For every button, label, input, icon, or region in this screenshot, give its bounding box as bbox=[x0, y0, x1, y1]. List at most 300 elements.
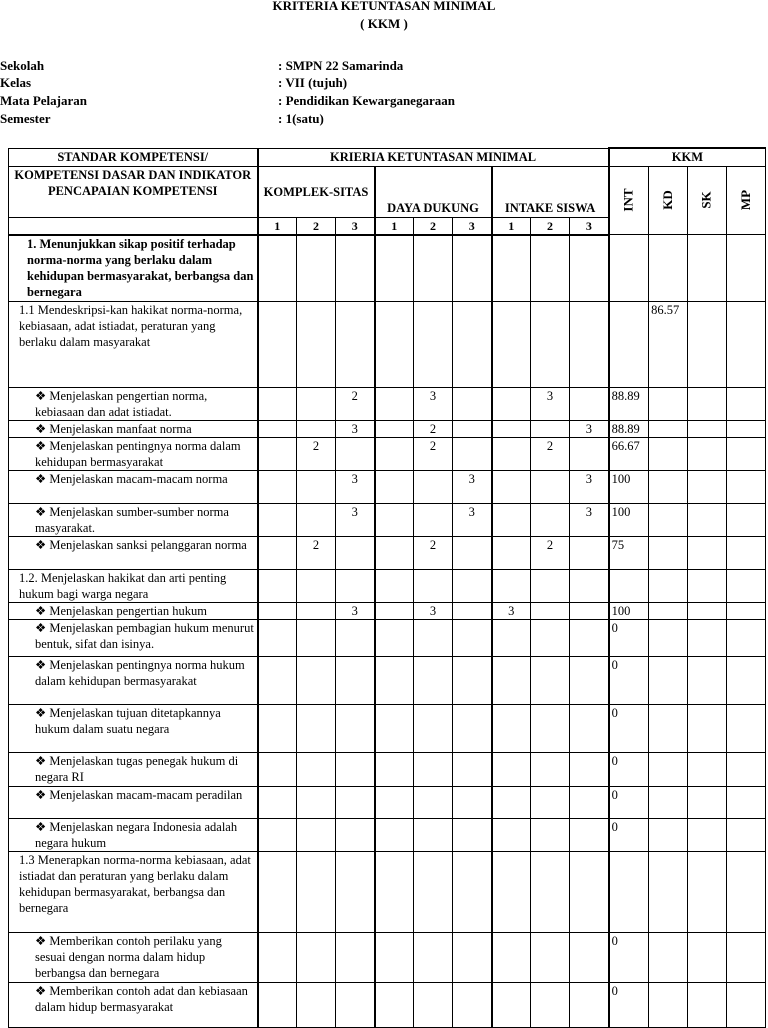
score-cell bbox=[492, 421, 531, 438]
indicator-text: ❖ Menjelaskan macam-macam peradilan bbox=[9, 787, 258, 819]
score-col-number: 2 bbox=[414, 217, 453, 235]
mp-value bbox=[727, 852, 766, 933]
score-cell bbox=[570, 657, 609, 705]
score-cell bbox=[375, 620, 414, 657]
score-cell bbox=[297, 819, 336, 852]
score-cell bbox=[258, 705, 297, 753]
score-cell: 3 bbox=[570, 471, 609, 504]
score-cell bbox=[258, 852, 297, 933]
int-value: 0 bbox=[609, 819, 649, 852]
score-cell bbox=[297, 504, 336, 537]
int-value: 0 bbox=[609, 705, 649, 753]
score-cell bbox=[414, 983, 453, 1028]
score-col-number: 2 bbox=[531, 217, 570, 235]
score-cell bbox=[492, 388, 531, 421]
score-cell bbox=[453, 787, 492, 819]
score-cell bbox=[453, 852, 492, 933]
score-cell bbox=[297, 705, 336, 753]
mp-value bbox=[727, 819, 766, 852]
score-cell bbox=[297, 983, 336, 1028]
score-cell bbox=[531, 933, 570, 983]
score-cell bbox=[531, 657, 570, 705]
score-cell bbox=[414, 933, 453, 983]
table-row bbox=[9, 753, 766, 787]
score-cell bbox=[453, 983, 492, 1028]
kd-value bbox=[649, 819, 688, 852]
score-cell: 2 bbox=[414, 421, 453, 438]
score-cell bbox=[258, 471, 297, 504]
header-daya-dukung: DAYA DUKUNG bbox=[375, 166, 492, 217]
score-cell bbox=[570, 537, 609, 570]
int-value: 75 bbox=[609, 537, 649, 570]
info-value-sekolah: : SMPN 22 Samarinda bbox=[278, 58, 404, 73]
score-cell bbox=[492, 705, 531, 753]
score-cell bbox=[336, 657, 375, 705]
score-cell: 3 bbox=[570, 504, 609, 537]
score-cell bbox=[258, 753, 297, 787]
score-cell bbox=[375, 983, 414, 1028]
indicator-text: ❖ Menjelaskan tugas penegak hukum di negara RI bbox=[9, 753, 258, 787]
score-cell bbox=[570, 787, 609, 819]
score-cell bbox=[258, 302, 297, 388]
score-cell bbox=[531, 620, 570, 657]
sk-value bbox=[688, 620, 727, 657]
score-cell bbox=[336, 620, 375, 657]
score-cell bbox=[258, 438, 297, 471]
sk-value bbox=[688, 421, 727, 438]
score-cell: 3 bbox=[531, 388, 570, 421]
score-cell bbox=[297, 620, 336, 657]
sk-value bbox=[688, 787, 727, 819]
score-cell bbox=[375, 438, 414, 471]
kd-value bbox=[649, 787, 688, 819]
info-label-mapel: Mata Pelajaran bbox=[0, 93, 88, 108]
kd-value bbox=[649, 537, 688, 570]
score-cell bbox=[336, 753, 375, 787]
score-col-number: 1 bbox=[492, 217, 531, 235]
score-cell bbox=[336, 787, 375, 819]
score-cell: 3 bbox=[336, 421, 375, 438]
score-cell: 3 bbox=[414, 603, 453, 620]
score-cell bbox=[414, 657, 453, 705]
competency-text: 1.2. Menjelaskan hakikat dan arti penting hukum bagi warga negara bbox=[9, 570, 258, 603]
score-cell bbox=[492, 983, 531, 1028]
score-cell: 3 bbox=[336, 471, 375, 504]
score-cell bbox=[297, 471, 336, 504]
kd-value bbox=[649, 657, 688, 705]
score-cell bbox=[531, 302, 570, 388]
table-row bbox=[9, 933, 766, 983]
score-col-number: 2 bbox=[297, 217, 336, 235]
int-value bbox=[609, 570, 649, 603]
int-value: 0 bbox=[609, 983, 649, 1028]
int-value: 0 bbox=[609, 933, 649, 983]
document-title: KRITERIA KETUNTASAN MINIMAL bbox=[272, 0, 496, 13]
header-sk-line1: STANDAR KOMPETENSI/ bbox=[9, 148, 258, 166]
score-col-number: 3 bbox=[570, 217, 609, 235]
int-value: 0 bbox=[609, 787, 649, 819]
mp-value bbox=[727, 933, 766, 983]
score-cell bbox=[570, 302, 609, 388]
score-cell bbox=[570, 570, 609, 603]
sk-value bbox=[688, 603, 727, 620]
score-cell bbox=[258, 933, 297, 983]
score-cell bbox=[531, 570, 570, 603]
score-cell bbox=[570, 388, 609, 421]
score-cell bbox=[453, 603, 492, 620]
score-cell bbox=[258, 570, 297, 603]
score-cell bbox=[453, 537, 492, 570]
score-cell: 2 bbox=[414, 438, 453, 471]
int-value bbox=[609, 302, 649, 388]
competency-text: 1. Menunjukkan sikap positif terhadap norma-norma yang berlaku dalam kehidupan bermasyarakat, berbangsa dan bernegara bbox=[9, 235, 258, 302]
int-value: 100 bbox=[609, 504, 649, 537]
header-kd: KD bbox=[649, 166, 688, 235]
score-cell bbox=[336, 302, 375, 388]
info-value-semester: : 1(satu) bbox=[278, 111, 324, 126]
score-cell bbox=[336, 983, 375, 1028]
int-value: 66.67 bbox=[609, 438, 649, 471]
score-cell bbox=[336, 537, 375, 570]
table-row bbox=[9, 235, 766, 302]
score-cell bbox=[453, 705, 492, 753]
score-cell bbox=[258, 235, 297, 302]
score-cell bbox=[531, 471, 570, 504]
table-row bbox=[9, 983, 766, 1028]
table-row bbox=[9, 471, 766, 504]
score-cell bbox=[336, 705, 375, 753]
mp-value bbox=[727, 421, 766, 438]
mp-value bbox=[727, 753, 766, 787]
header-kompleksitas: KOMPLEK-SITAS bbox=[258, 166, 375, 217]
sk-value bbox=[688, 570, 727, 603]
indicator-text: ❖ Menjelaskan macam-macam norma bbox=[9, 471, 258, 504]
table-row bbox=[9, 302, 766, 388]
kd-value bbox=[649, 620, 688, 657]
score-cell bbox=[453, 819, 492, 852]
indicator-text: ❖ Menjelaskan pentingnya norma dalam kehidupan bermasyarakat bbox=[9, 438, 258, 471]
score-cell bbox=[453, 235, 492, 302]
score-cell bbox=[297, 570, 336, 603]
score-cell bbox=[375, 603, 414, 620]
mp-value bbox=[727, 603, 766, 620]
score-cell bbox=[297, 852, 336, 933]
sk-value bbox=[688, 438, 727, 471]
sk-value bbox=[688, 819, 727, 852]
kd-value bbox=[649, 388, 688, 421]
score-cell bbox=[492, 471, 531, 504]
header-sk-line2: KOMPETENSI DASAR DAN INDIKATOR PENCAPAIAN KOMPETENSI bbox=[9, 166, 258, 217]
sk-value bbox=[688, 753, 727, 787]
score-cell bbox=[414, 504, 453, 537]
mp-value bbox=[727, 983, 766, 1028]
score-cell bbox=[375, 302, 414, 388]
score-cell bbox=[375, 753, 414, 787]
score-cell: 3 bbox=[336, 504, 375, 537]
score-cell: 3 bbox=[453, 504, 492, 537]
indicator-text: ❖ Menjelaskan manfaat norma bbox=[9, 421, 258, 438]
table-row bbox=[9, 657, 766, 705]
sk-value bbox=[688, 933, 727, 983]
table-row bbox=[9, 388, 766, 421]
score-col-number: 3 bbox=[336, 217, 375, 235]
sk-value bbox=[688, 705, 727, 753]
score-cell bbox=[453, 438, 492, 471]
score-cell bbox=[375, 570, 414, 603]
score-cell bbox=[336, 933, 375, 983]
kd-value bbox=[649, 753, 688, 787]
sk-value bbox=[688, 388, 727, 421]
kd-value bbox=[649, 570, 688, 603]
score-cell bbox=[375, 787, 414, 819]
mp-value bbox=[727, 705, 766, 753]
sk-value bbox=[688, 852, 727, 933]
int-value: 100 bbox=[609, 471, 649, 504]
sk-value bbox=[688, 302, 727, 388]
score-cell bbox=[375, 421, 414, 438]
score-cell bbox=[453, 753, 492, 787]
score-cell bbox=[414, 705, 453, 753]
mp-value bbox=[727, 235, 766, 302]
score-cell bbox=[297, 787, 336, 819]
score-cell bbox=[492, 657, 531, 705]
int-value bbox=[609, 235, 649, 302]
score-cell bbox=[492, 787, 531, 819]
score-cell bbox=[258, 603, 297, 620]
sk-value bbox=[688, 537, 727, 570]
int-value: 0 bbox=[609, 620, 649, 657]
score-cell bbox=[258, 504, 297, 537]
indicator-text: ❖ Menjelaskan pentingnya norma hukum dalam kehidupan bermasyarakat bbox=[9, 657, 258, 705]
score-cell: 3 bbox=[570, 421, 609, 438]
score-cell bbox=[531, 504, 570, 537]
score-cell bbox=[375, 819, 414, 852]
score-cell bbox=[453, 388, 492, 421]
indicator-text: ❖ Menjelaskan pengertian norma, kebiasaan dan adat istiadat. bbox=[9, 388, 258, 421]
score-col-number: 1 bbox=[375, 217, 414, 235]
score-cell: 2 bbox=[297, 438, 336, 471]
score-cell bbox=[531, 819, 570, 852]
info-label-semester: Semester bbox=[0, 111, 51, 126]
score-cell bbox=[336, 235, 375, 302]
score-cell bbox=[570, 705, 609, 753]
table-row bbox=[9, 787, 766, 819]
score-cell bbox=[570, 438, 609, 471]
score-cell bbox=[531, 603, 570, 620]
score-cell bbox=[570, 235, 609, 302]
score-cell bbox=[297, 753, 336, 787]
score-cell bbox=[531, 235, 570, 302]
competency-text: 1.3 Menerapkan norma-norma kebiasaan, adat istiadat dan peraturan yang berlaku dalam kehidupan bermasyarakat, berbangsa dan bernegara bbox=[9, 852, 258, 933]
int-value: 100 bbox=[609, 603, 649, 620]
score-cell bbox=[336, 438, 375, 471]
score-cell bbox=[492, 852, 531, 933]
score-cell bbox=[375, 705, 414, 753]
mp-value bbox=[727, 787, 766, 819]
score-cell: 2 bbox=[414, 537, 453, 570]
score-cell bbox=[570, 620, 609, 657]
score-cell bbox=[570, 753, 609, 787]
score-cell bbox=[375, 235, 414, 302]
score-cell: 2 bbox=[336, 388, 375, 421]
score-cell bbox=[258, 657, 297, 705]
score-cell bbox=[570, 603, 609, 620]
score-cell bbox=[531, 705, 570, 753]
sk-value bbox=[688, 657, 727, 705]
mp-value bbox=[727, 471, 766, 504]
int-value: 88.89 bbox=[609, 421, 649, 438]
score-cell bbox=[492, 570, 531, 603]
mp-value bbox=[727, 537, 766, 570]
document-subtitle: ( KKM ) bbox=[360, 16, 408, 31]
score-cell bbox=[531, 852, 570, 933]
table-row bbox=[9, 852, 766, 933]
score-cell bbox=[414, 819, 453, 852]
score-cell bbox=[258, 787, 297, 819]
table-row bbox=[9, 570, 766, 603]
indicator-text: ❖ Memberikan contoh perilaku yang sesuai dengan norma dalam hidup berbangsa dan bernegara bbox=[9, 933, 258, 983]
score-cell bbox=[297, 657, 336, 705]
indicator-text: ❖ Memberikan contoh adat dan kebiasaan dalam hidup bermasyarakat bbox=[9, 983, 258, 1028]
header-kriteria: KRIERIA KETUNTASAN MINIMAL bbox=[258, 148, 609, 166]
kd-value bbox=[649, 983, 688, 1028]
int-value: 0 bbox=[609, 753, 649, 787]
score-cell bbox=[375, 388, 414, 421]
score-cell bbox=[414, 235, 453, 302]
score-cell: 3 bbox=[414, 388, 453, 421]
score-cell bbox=[492, 819, 531, 852]
score-cell bbox=[492, 620, 531, 657]
score-cell bbox=[570, 933, 609, 983]
score-cell bbox=[492, 933, 531, 983]
mp-value bbox=[727, 657, 766, 705]
score-cell bbox=[453, 657, 492, 705]
int-value: 88.89 bbox=[609, 388, 649, 421]
score-cell bbox=[258, 388, 297, 421]
table-row bbox=[9, 819, 766, 852]
score-cell bbox=[336, 819, 375, 852]
score-cell bbox=[297, 302, 336, 388]
table-row bbox=[9, 537, 766, 570]
header-intake: INTAKE SISWA bbox=[492, 166, 609, 217]
score-cell bbox=[258, 620, 297, 657]
kd-value bbox=[649, 421, 688, 438]
score-cell bbox=[258, 819, 297, 852]
score-cell bbox=[531, 787, 570, 819]
mp-value bbox=[727, 570, 766, 603]
score-cell bbox=[414, 852, 453, 933]
score-cell: 2 bbox=[297, 537, 336, 570]
sk-value bbox=[688, 504, 727, 537]
table-row bbox=[9, 620, 766, 657]
header-num-blank bbox=[9, 217, 258, 235]
score-cell bbox=[375, 657, 414, 705]
score-cell bbox=[336, 852, 375, 933]
score-cell bbox=[258, 983, 297, 1028]
score-cell bbox=[375, 852, 414, 933]
score-cell bbox=[375, 471, 414, 504]
indicator-text: ❖ Menjelaskan sumber-sumber norma masyarakat. bbox=[9, 504, 258, 537]
header-mp: MP bbox=[727, 166, 766, 235]
competency-text: 1.1 Mendeskripsi-kan hakikat norma-norma, kebiasaan, adat istiadat, peraturan yang berlaku dalam masyarakat bbox=[9, 302, 258, 388]
kd-value bbox=[649, 504, 688, 537]
score-cell bbox=[570, 819, 609, 852]
score-cell bbox=[414, 471, 453, 504]
score-cell bbox=[297, 603, 336, 620]
info-value-kelas: : VII (tujuh) bbox=[278, 75, 348, 90]
score-cell bbox=[492, 302, 531, 388]
score-cell bbox=[375, 537, 414, 570]
score-cell bbox=[414, 753, 453, 787]
info-value-mapel: : Pendidikan Kewarganegaraan bbox=[278, 93, 455, 108]
kd-value bbox=[649, 438, 688, 471]
score-cell bbox=[453, 302, 492, 388]
mp-value bbox=[727, 620, 766, 657]
kd-value bbox=[649, 933, 688, 983]
header-kkm: KKM bbox=[609, 148, 766, 166]
score-cell bbox=[414, 787, 453, 819]
score-cell bbox=[492, 504, 531, 537]
sk-value bbox=[688, 983, 727, 1028]
indicator-text: ❖ Menjelaskan pengertian hukum bbox=[9, 603, 258, 620]
header-int: INT bbox=[609, 166, 649, 235]
header-sk: SK bbox=[688, 166, 727, 235]
kd-value: 86.57 bbox=[649, 302, 688, 388]
score-cell: 3 bbox=[453, 471, 492, 504]
kd-value bbox=[649, 603, 688, 620]
sk-value bbox=[688, 471, 727, 504]
score-cell bbox=[414, 570, 453, 603]
kd-value bbox=[649, 705, 688, 753]
score-cell bbox=[258, 421, 297, 438]
table-row bbox=[9, 421, 766, 438]
score-cell bbox=[531, 753, 570, 787]
info-label-kelas: Kelas bbox=[0, 75, 32, 90]
sk-value bbox=[688, 235, 727, 302]
table-row bbox=[9, 438, 766, 471]
score-col-number: 3 bbox=[453, 217, 492, 235]
mp-value bbox=[727, 504, 766, 537]
mp-value bbox=[727, 302, 766, 388]
score-cell bbox=[336, 570, 375, 603]
score-cell bbox=[375, 504, 414, 537]
int-value bbox=[609, 852, 649, 933]
indicator-text: ❖ Menjelaskan sanksi pelanggaran norma bbox=[9, 537, 258, 570]
int-value: 0 bbox=[609, 657, 649, 705]
score-cell bbox=[570, 983, 609, 1028]
score-col-number: 1 bbox=[258, 217, 297, 235]
score-cell bbox=[570, 852, 609, 933]
score-cell bbox=[453, 421, 492, 438]
score-cell bbox=[492, 235, 531, 302]
kd-value bbox=[649, 852, 688, 933]
score-cell bbox=[492, 753, 531, 787]
score-cell bbox=[414, 620, 453, 657]
kkm-table bbox=[8, 147, 766, 1028]
score-cell bbox=[258, 537, 297, 570]
score-cell bbox=[297, 388, 336, 421]
info-label-sekolah: Sekolah bbox=[0, 58, 45, 73]
table-row bbox=[9, 603, 766, 620]
score-cell bbox=[375, 933, 414, 983]
table-row bbox=[9, 504, 766, 537]
score-cell bbox=[531, 983, 570, 1028]
score-cell bbox=[492, 537, 531, 570]
score-cell bbox=[453, 620, 492, 657]
score-cell bbox=[297, 235, 336, 302]
score-cell bbox=[492, 438, 531, 471]
mp-value bbox=[727, 388, 766, 421]
